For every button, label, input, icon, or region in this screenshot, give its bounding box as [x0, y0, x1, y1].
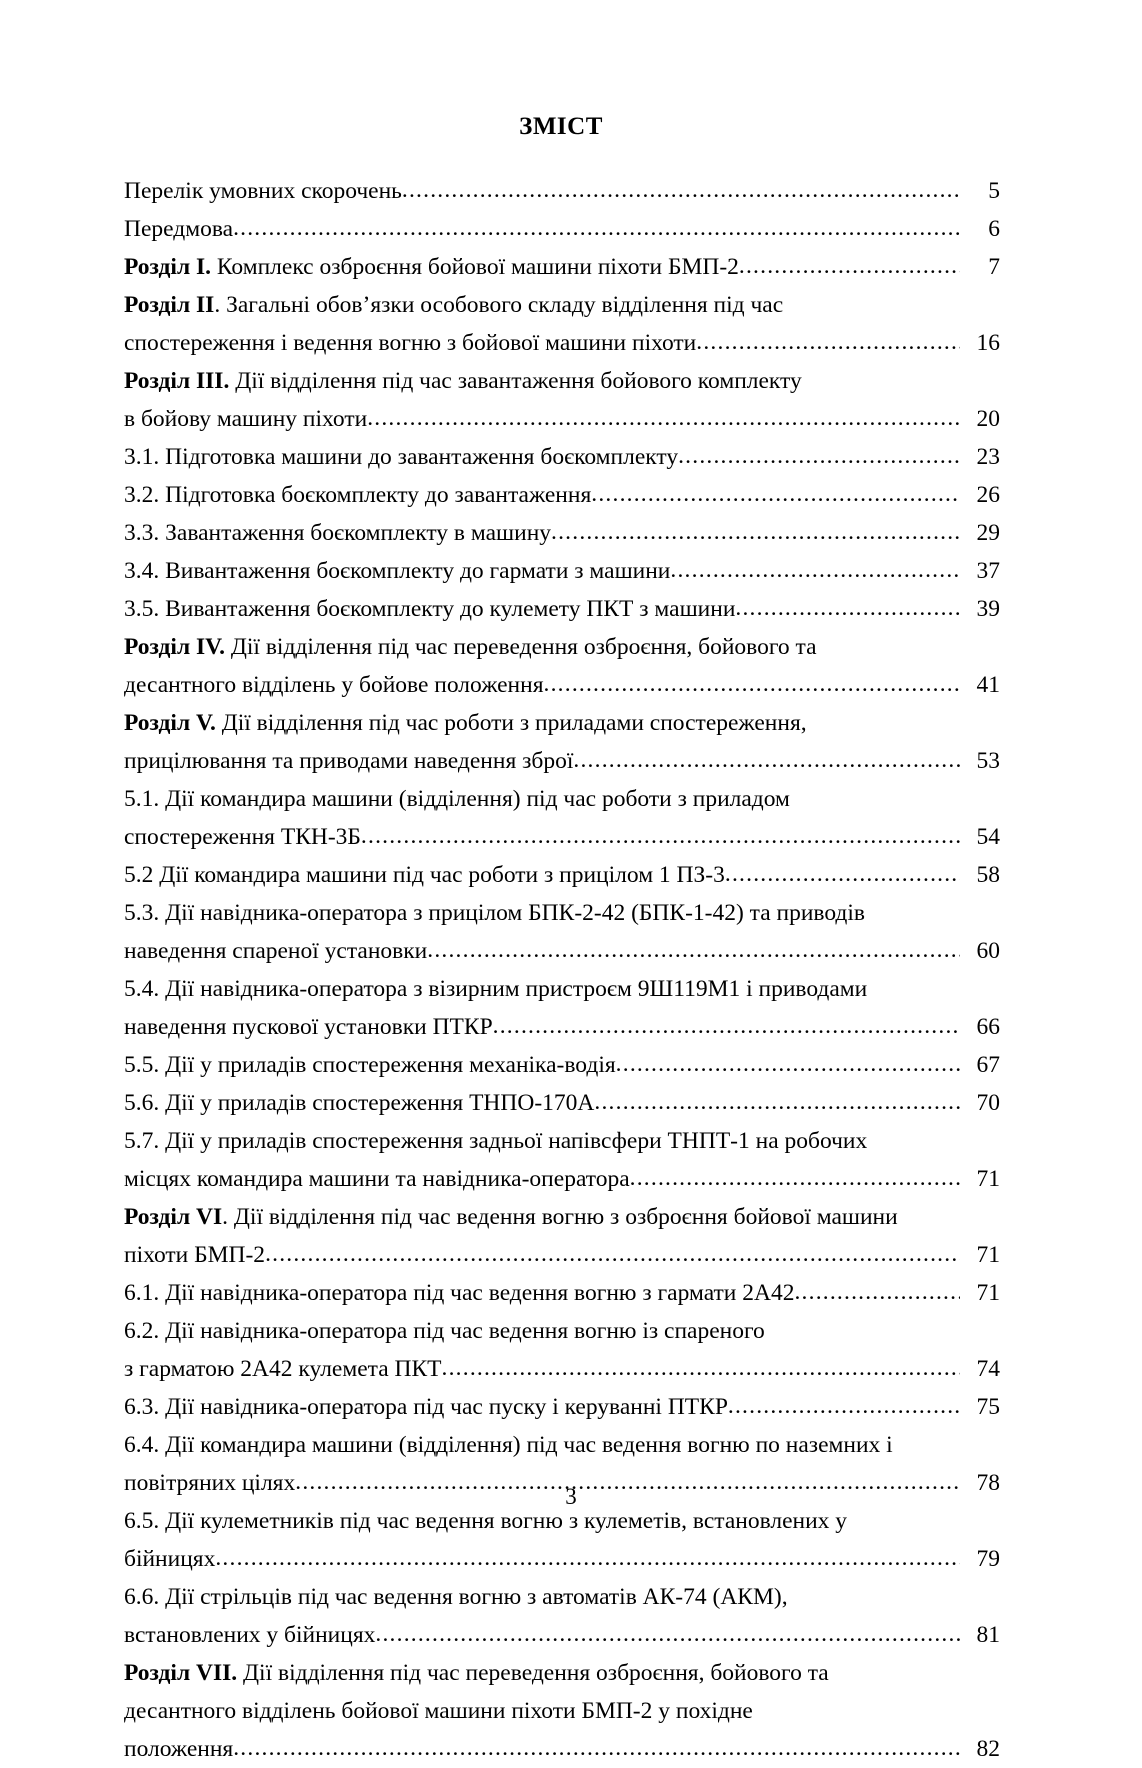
toc-entry-text: 6.2. Дії навідника-оператора під час ведення вогню із спареного	[124, 1318, 765, 1344]
toc-entry-label	[124, 210, 233, 248]
toc-entry-text: Дії відділення під час завантаження бойового комплекту	[229, 368, 802, 394]
toc-entry-text: спостереження ТКН-3Б	[124, 824, 361, 850]
toc-entry-label	[124, 1084, 594, 1122]
toc-entry-row	[124, 1274, 1000, 1312]
toc-entry[interactable]	[124, 1540, 1000, 1578]
toc-entry-label	[124, 1540, 215, 1578]
toc-leader-dots	[551, 514, 960, 551]
toc-leader-dots	[233, 1730, 960, 1767]
toc-leader-dots	[725, 856, 960, 893]
toc-page-number: 29	[976, 520, 1000, 546]
toc-entry-label	[124, 1730, 233, 1768]
toc-entry-text: 3.2. Підготовка боєкомплекту до завантаження	[124, 482, 592, 508]
toc-entry-row	[124, 742, 1000, 780]
toc-entry-text: наведення пускової установки ПТКР	[124, 1014, 493, 1040]
toc-entry-label	[124, 438, 678, 476]
toc-entry-text: наведення спареної установки	[124, 938, 428, 964]
toc-leader-dots	[544, 666, 960, 703]
toc-entry-label	[124, 552, 670, 590]
toc-entry-text: Дії відділення під час переведення озброєння, бойового та	[237, 1660, 829, 1686]
toc-entry-label	[124, 1578, 788, 1616]
toc-leader-dots	[367, 400, 960, 437]
toc-entry-label	[124, 1388, 728, 1426]
toc-page-number: 53	[976, 748, 1000, 774]
toc-entry-text: з гарматою 2А42 кулемета ПКТ	[124, 1356, 442, 1382]
toc-entry-text: 3.4. Вивантаження боєкомплекту до гармати з машини	[124, 558, 671, 584]
toc-entry-text: 6.3. Дії навідника-оператора під час пуску і керуванні ПТКР	[124, 1394, 728, 1420]
toc-page-number: 20	[976, 406, 1000, 432]
toc-entry-label	[124, 362, 802, 400]
toc-entry-row	[124, 666, 1000, 704]
toc-entry[interactable]	[124, 438, 1000, 476]
toc-entry[interactable]	[124, 742, 1000, 780]
toc-entry-row	[124, 1046, 1000, 1084]
toc-entry[interactable]	[124, 818, 1000, 856]
toc-entry-text: 5.4. Дії навідника-оператора з візирним пристроєм 9Ш119М1 і приводами	[124, 976, 868, 1002]
toc-entry-row	[124, 1198, 1000, 1236]
toc-entry-row	[124, 438, 1000, 476]
toc-page-number: 37	[976, 558, 1000, 584]
toc-entry-section-prefix: Розділ III.	[124, 368, 230, 394]
toc-entry-label	[124, 628, 817, 666]
toc-entry-row	[124, 1160, 1000, 1198]
toc-entry-row	[124, 210, 1000, 248]
toc-entry-label	[124, 856, 725, 894]
toc-entry[interactable]	[124, 476, 1000, 514]
toc-entry-label	[124, 324, 696, 362]
toc-entry-label	[124, 1046, 616, 1084]
toc-entry[interactable]	[124, 1160, 1000, 1198]
toc-entry-row	[124, 1084, 1000, 1122]
toc-entry-label	[124, 1350, 442, 1388]
toc-entry-text: 6.5. Дії кулеметників під час ведення вогню з кулеметів, встановлених у	[124, 1508, 848, 1534]
toc-entry-label	[124, 970, 867, 1008]
toc-entry[interactable]	[124, 1426, 1000, 1464]
toc-entry[interactable]	[124, 1578, 1000, 1616]
toc-entry[interactable]	[124, 362, 1000, 400]
toc-entry[interactable]	[124, 856, 1000, 894]
toc-entry-section-prefix: Розділ VI	[124, 1204, 223, 1230]
toc-entry-label	[124, 1692, 753, 1730]
toc-entry-text: 5.7. Дії у приладів спостереження задньої напівсфери ТНПТ-1 на робочих	[124, 1128, 868, 1154]
toc-entry-label	[124, 590, 735, 628]
toc-page-number: 41	[976, 672, 1000, 698]
toc-entry-row	[124, 1388, 1000, 1426]
toc-entry-row	[124, 1616, 1000, 1654]
toc-entry[interactable]	[124, 210, 1000, 248]
toc-entry[interactable]	[124, 1198, 1000, 1236]
toc-entry[interactable]	[124, 894, 1000, 932]
toc-page-number: 67	[976, 1052, 1000, 1078]
toc-entry-row	[124, 1692, 1000, 1730]
toc-entry-text: 5.1. Дії командира машини (відділення) під час роботи з приладом	[124, 786, 790, 812]
toc-entry-label	[124, 1160, 630, 1198]
toc-page-number: 75	[976, 1394, 1000, 1420]
toc-entry[interactable]	[124, 286, 1000, 324]
toc-leader-dots	[591, 476, 960, 513]
toc-leader-dots	[735, 590, 960, 627]
toc-entry-label	[124, 1616, 375, 1654]
toc-entry-label	[124, 894, 865, 932]
toc-entry-text: в бойову машину піхоти	[124, 406, 368, 432]
toc-entry-row	[124, 1236, 1000, 1274]
toc-leader-dots	[728, 1388, 960, 1425]
toc-entry-label	[124, 1274, 794, 1312]
toc-entry-row	[124, 286, 1000, 324]
toc-entry-label	[124, 666, 544, 704]
toc-page-number: 71	[976, 1242, 1000, 1268]
toc-leader-dots	[678, 438, 960, 475]
toc-entry-label	[124, 704, 807, 742]
toc-entry-row	[124, 856, 1000, 894]
toc-entry[interactable]	[124, 1236, 1000, 1274]
toc-entry-label	[124, 1312, 765, 1350]
toc-leader-dots	[739, 248, 960, 285]
toc-entry-row	[124, 552, 1000, 590]
toc-entry[interactable]	[124, 1616, 1000, 1654]
toc-page-number: 60	[976, 938, 1000, 964]
toc-entry-label	[124, 742, 573, 780]
page-title: ЗМІСТ	[519, 113, 603, 140]
toc-entry-label	[124, 1654, 829, 1692]
toc-entry-text: положення	[124, 1736, 234, 1762]
toc-entry-section-prefix: Розділ I.	[124, 254, 212, 280]
toc-entry-label	[124, 400, 367, 438]
toc-entry-row	[124, 400, 1000, 438]
toc-entry-row	[124, 1578, 1000, 1616]
toc-entry-label	[124, 1122, 867, 1160]
toc-entry-row	[124, 324, 1000, 362]
toc-entry-text: 5.6. Дії у приладів спостереження ТНПО-170А	[124, 1090, 595, 1116]
toc-entry-text: десантного відділень у бойове положення	[124, 672, 544, 698]
toc-entry-label	[124, 1426, 893, 1464]
toc-leader-dots	[361, 818, 960, 855]
toc-entry-text: 6.4. Дії командира машини (відділення) під час ведення вогню по наземних і	[124, 1432, 893, 1458]
toc-entry[interactable]	[124, 1388, 1000, 1426]
toc-entry-text: 6.1. Дії навідника-оператора під час ведення вогню з гармати 2А42	[124, 1280, 795, 1306]
toc-entry[interactable]	[124, 400, 1000, 438]
toc-page-number: 54	[976, 824, 1000, 850]
toc-entry-text: 5.2 Дії командира машини під час роботи з прицілом 1 ПЗ-3	[124, 862, 725, 888]
toc-leader-dots	[670, 552, 960, 589]
toc-entry-label	[124, 1236, 265, 1274]
toc-entry[interactable]	[124, 1312, 1000, 1350]
toc-entry-text: Комплекс озброєння бойової машини піхоти БМП-2	[211, 254, 739, 280]
toc-page-number: 71	[976, 1166, 1000, 1192]
toc-leader-dots	[265, 1236, 960, 1273]
toc-entry-text: Дії відділення під час роботи з приладами спостереження,	[215, 710, 807, 736]
toc-entry-row	[124, 1312, 1000, 1350]
toc-entry-text: 3.5. Вивантаження боєкомплекту до кулемету ПКТ з машини	[124, 596, 736, 622]
toc-entry[interactable]	[124, 514, 1000, 552]
toc-entry-text: . Загальні обов’язки особового складу відділення під час	[214, 292, 784, 318]
toc-entry[interactable]	[124, 324, 1000, 362]
toc-entry-row	[124, 818, 1000, 856]
toc-entry[interactable]	[124, 1654, 1000, 1692]
toc-leader-dots	[616, 1046, 960, 1083]
toc-entry-section-prefix: Розділ II	[124, 292, 215, 318]
toc-entry-label	[124, 172, 402, 210]
toc-entry-text: 5.5. Дії у приладів спостереження механіка-водія	[124, 1052, 616, 1078]
toc-entry[interactable]	[124, 248, 1000, 286]
toc-page-number: 6	[988, 216, 1000, 242]
toc-entry[interactable]	[124, 628, 1000, 666]
toc-leader-dots	[402, 172, 960, 209]
toc-page-number: 16	[976, 330, 1000, 356]
toc-entry-row	[124, 1122, 1000, 1160]
toc-page-number: 66	[976, 1014, 1000, 1040]
toc-entry[interactable]	[124, 172, 1000, 210]
toc-entry[interactable]	[124, 932, 1000, 970]
toc-entry-row	[124, 362, 1000, 400]
toc-entry-text: 6.6. Дії стрільців під час ведення вогню з автоматів АК-74 (АКМ),	[124, 1584, 788, 1610]
toc-entry-text: спостереження і ведення вогню з бойової машини піхоти	[124, 330, 697, 356]
toc-entry-row	[124, 1540, 1000, 1578]
toc-entry-row	[124, 704, 1000, 742]
toc-entry-text: Передмова	[124, 216, 234, 242]
toc-page-number: 81	[976, 1622, 1000, 1648]
toc-leader-dots	[630, 1160, 960, 1197]
toc-entry[interactable]	[124, 1122, 1000, 1160]
toc-entry-section-prefix: Розділ VII.	[124, 1660, 238, 1686]
toc-entry-text: повітряних цілях	[124, 1470, 296, 1496]
toc-entry-text: 3.3. Завантаження боєкомплекту в машину	[124, 520, 552, 546]
toc-entry-label	[124, 476, 591, 514]
toc-entry-label	[124, 286, 783, 324]
toc-page-number: 7	[988, 254, 1000, 280]
toc-entry[interactable]	[124, 1692, 1000, 1730]
toc-entry[interactable]	[124, 590, 1000, 628]
toc-page-number: 23	[976, 444, 1000, 470]
toc-entry-row	[124, 932, 1000, 970]
toc-entry-text: . Дії відділення під час ведення вогню з озброєння бойової машини	[222, 1204, 898, 1230]
toc-leader-dots	[696, 324, 960, 361]
toc-entry[interactable]	[124, 1730, 1000, 1768]
toc-entry-text: Дії відділення під час переведення озброєння, бойового та	[224, 634, 817, 660]
toc-page-number: 74	[976, 1356, 1000, 1382]
toc-entry-row	[124, 894, 1000, 932]
toc-leader-dots	[794, 1274, 960, 1311]
toc-leader-dots	[594, 1084, 960, 1121]
toc-entry-row	[124, 476, 1000, 514]
toc-page-number: 5	[988, 178, 1000, 204]
toc-entry-row	[124, 172, 1000, 210]
toc-page-number: 58	[976, 862, 1000, 888]
toc-entry-text: прицілювання та приводами наведення зброї	[124, 748, 574, 774]
toc-entry-text: бійницях	[124, 1546, 216, 1572]
toc-leader-dots	[215, 1540, 960, 1577]
toc-entry-label	[124, 780, 790, 818]
toc-entry-row	[124, 1426, 1000, 1464]
toc-entry-label	[124, 932, 427, 970]
toc-entry[interactable]	[124, 1084, 1000, 1122]
toc-entry-text: Перелік умовних скорочень	[124, 178, 402, 204]
toc-leader-dots	[442, 1350, 960, 1387]
toc-entry-row	[124, 780, 1000, 818]
toc-page-number: 70	[976, 1090, 1000, 1116]
toc-entry-section-prefix: Розділ IV.	[124, 634, 225, 660]
toc-entry-row	[124, 590, 1000, 628]
toc-entry-row	[124, 1008, 1000, 1046]
toc-entry-text: десантного відділень бойової машини піхоти БМП-2 у похідне	[124, 1698, 753, 1724]
toc-leader-dots	[427, 932, 960, 969]
toc-entry[interactable]	[124, 704, 1000, 742]
toc-entry[interactable]	[124, 1350, 1000, 1388]
toc-entry-section-prefix: Розділ V.	[124, 710, 216, 736]
toc-entry-row	[124, 1730, 1000, 1768]
toc-entry-row	[124, 514, 1000, 552]
toc-entry-label	[124, 1198, 898, 1236]
toc-page-number: 71	[976, 1280, 1000, 1306]
toc-entry-row	[124, 970, 1000, 1008]
toc-entry[interactable]	[124, 970, 1000, 1008]
toc-entry-text: встановлених у бійницях	[124, 1622, 376, 1648]
toc-leader-dots	[493, 1008, 960, 1045]
toc-entry-row	[124, 628, 1000, 666]
toc-entry-row	[124, 1654, 1000, 1692]
toc-leader-dots	[233, 210, 960, 247]
toc-page-number: 26	[976, 482, 1000, 508]
toc-entry-text: 3.1. Підготовка машини до завантаження боєкомплекту	[124, 444, 679, 470]
toc-entry-row	[124, 248, 1000, 286]
page-folio-number: 3	[565, 1484, 577, 1509]
toc-entry[interactable]	[124, 666, 1000, 704]
toc-entry-label	[124, 818, 361, 856]
toc-page-number: 39	[976, 596, 1000, 622]
toc-entry-text: піхоти БМП-2	[124, 1242, 266, 1268]
toc-entry-text: 5.3. Дії навідника-оператора з прицілом БПК-2-42 (БПК-1-42) та приводів	[124, 900, 866, 926]
table-of-contents	[124, 172, 1000, 1768]
toc-entry-label	[124, 514, 551, 552]
toc-entry-row	[124, 1350, 1000, 1388]
toc-leader-dots	[573, 742, 960, 779]
toc-entry[interactable]	[124, 780, 1000, 818]
toc-page-number: 79	[976, 1546, 1000, 1572]
toc-entry-label	[124, 1008, 493, 1046]
toc-page-number: 78	[976, 1470, 1000, 1496]
toc-leader-dots	[375, 1616, 960, 1653]
toc-page-number: 82	[976, 1736, 1000, 1762]
toc-entry-text: місцях командира машини та навідника-оператора	[124, 1166, 630, 1192]
toc-entry[interactable]	[124, 1046, 1000, 1084]
toc-entry[interactable]	[124, 1274, 1000, 1312]
toc-entry[interactable]	[124, 552, 1000, 590]
toc-entry-label	[124, 248, 739, 286]
toc-entry[interactable]	[124, 1008, 1000, 1046]
